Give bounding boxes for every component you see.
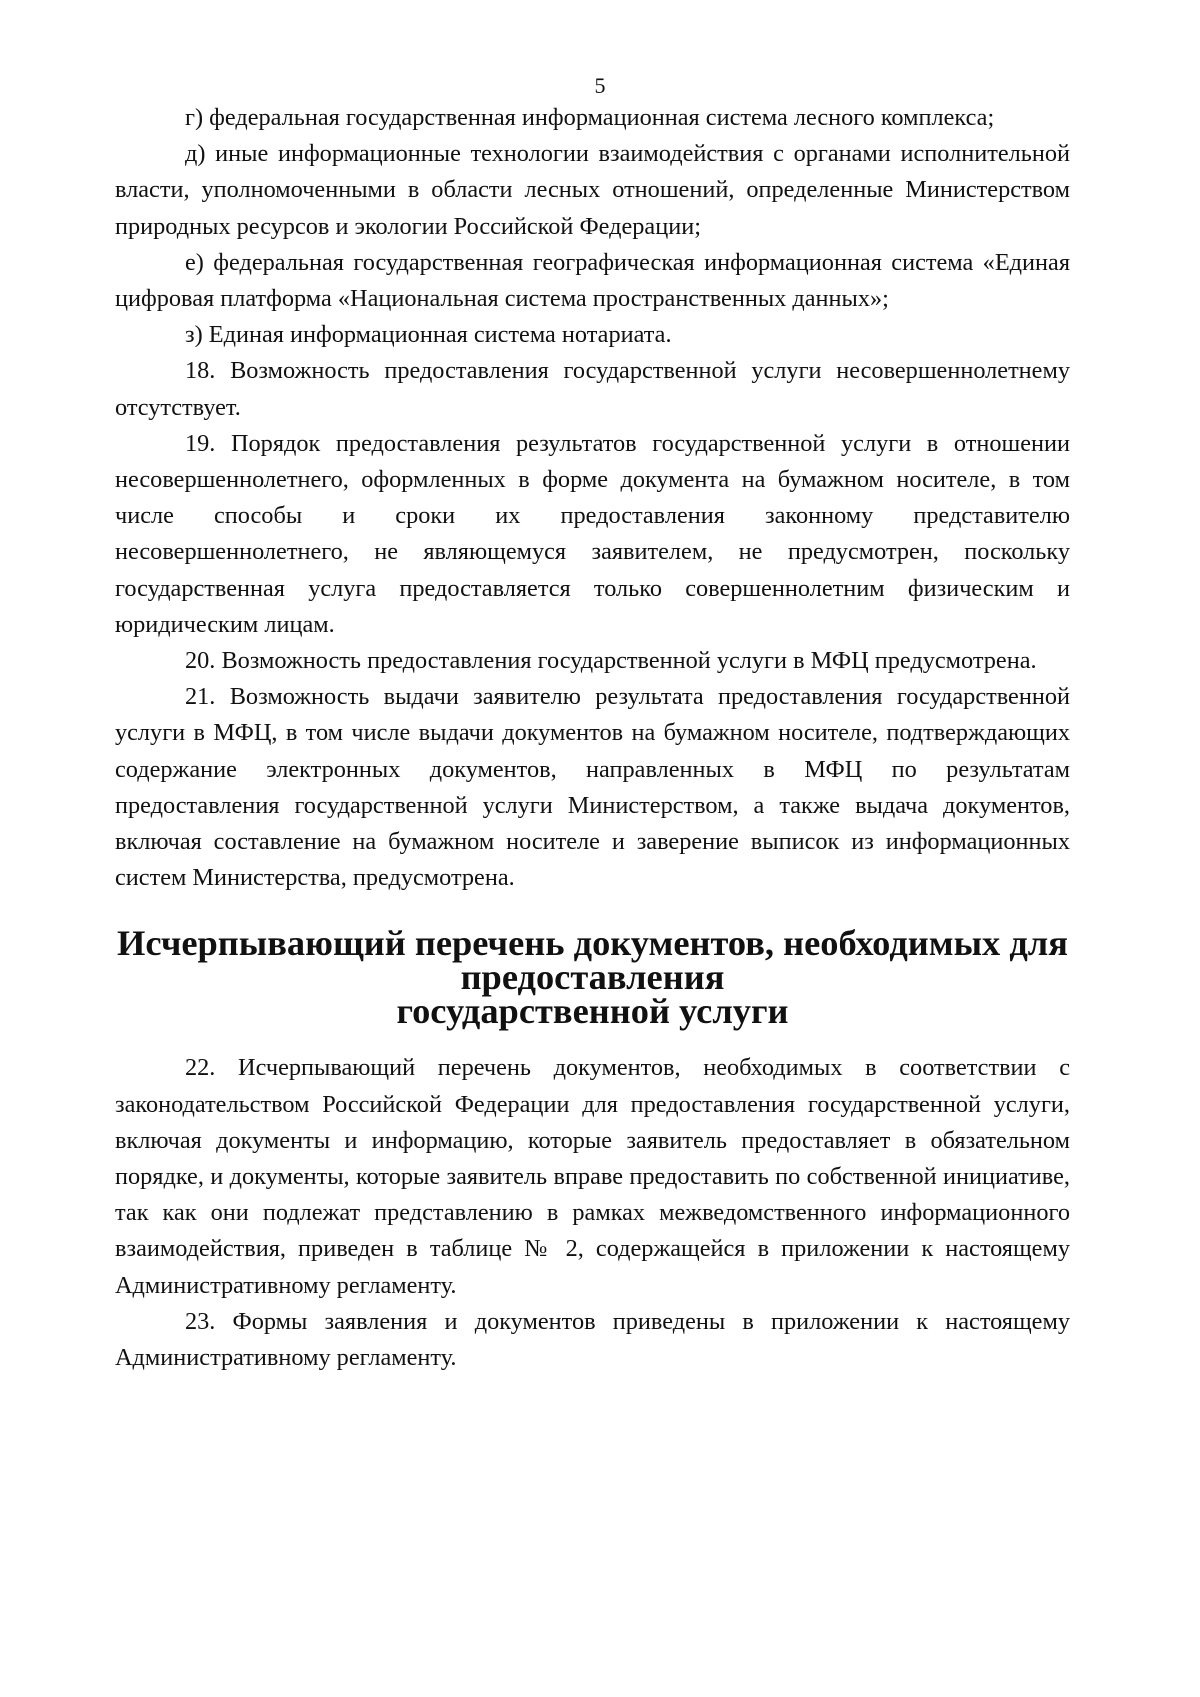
section-heading	[115, 923, 1070, 1032]
clause-23: 23. Формы заявления и документов приведены в приложении к настоящему Административному регламенту.	[115, 1307, 1070, 1372]
document-body	[115, 100, 1070, 1376]
section-heading-line-2: государственной услуги	[396, 991, 789, 1032]
clause-21: 21. Возможность выдачи заявителю результата предоставления государственной услуги в МФЦ, в том числе выдачи документов на бумажном носителе, подтверждающих содержание электронных документов, направленных в МФЦ по результатам предоставления государственной услуги Министерством, а также выдача документов, включая составление на бумажном носителе и заверение выписок из информационных систем Министерства, предусмотрена.	[115, 683, 1070, 892]
clause-18: 18. Возможность предоставления государственной услуги несовершеннолетнему отсутствует.	[115, 357, 1070, 421]
section-heading-line-1: Исчерпывающий перечень документов, необходимых для предоставления	[117, 923, 1068, 998]
list-item-z: з) Единая информационная система нотариата.	[185, 321, 672, 349]
clause-22: 22. Исчерпывающий перечень документов, необходимых в соответствии с законодательством Российской Федерации для предоставления государственной услуги, включая документы и информацию, которые заявитель предоставляет в обязательном порядке, и документы, которые заявитель вправе предоставить по собственной инициативе, так как они подлежат представлению в рамках межведомственного информационного взаимодействия, приведен в таблице № 2, содержащейся в приложении к настоящему Административному регламенту.	[115, 1054, 1070, 1299]
list-item-e: е) федеральная государственная географическая информационная система «Единая цифровая платформа «Национальная система пространственных данных»;	[115, 248, 1070, 313]
list-item-d: д) иные информационные технологии взаимодействия с органами исполнительной власти, уполномоченными в области лесных отношений, определенные Министерством природных ресурсов и экологии Российской Федерации;	[115, 140, 1070, 240]
list-item-g: г) федеральная государственная информационная система лесного комплекса;	[185, 104, 995, 131]
clause-20: 20. Возможность предоставления государственной услуги в МФЦ предусмотрена.	[185, 647, 1037, 675]
clause-19: 19. Порядок предоставления результатов государственной услуги в отношении несовершеннолетнего, оформленных в форме документа на бумажном носителе, в том числе способы и сроки их предоставления законному представителю несовершеннолетнего, не являющемуся заявителем, не предусмотрен, поскольку государственная услуга предоставляется только совершеннолетним физическим и юридическим лицам.	[115, 429, 1070, 638]
page-number: 5	[594, 73, 606, 98]
